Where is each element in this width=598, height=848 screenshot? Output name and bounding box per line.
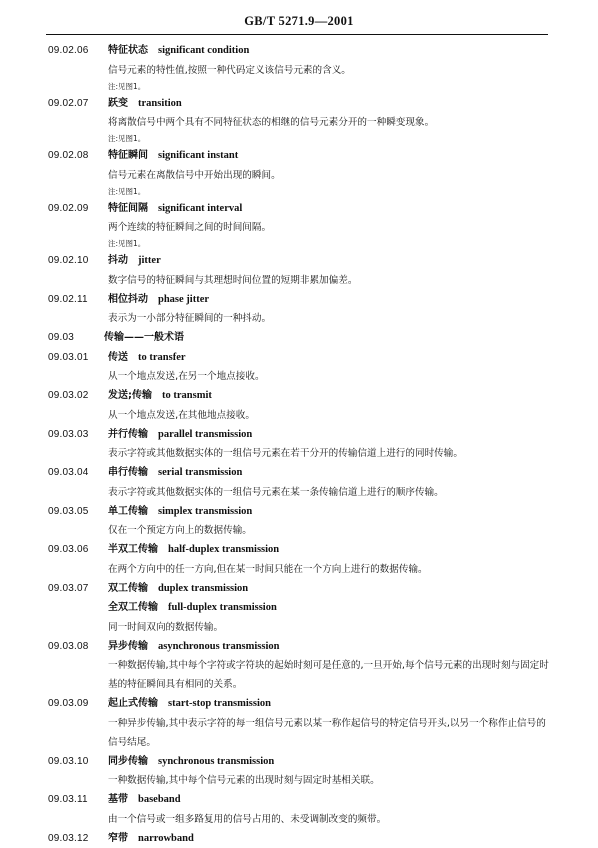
term-chinese-text: 抖动 [108,255,128,266]
term-entry [0,348,598,387]
term-entry [0,694,598,752]
term-entry [0,829,598,848]
term-chinese-text: 传送 [108,352,128,363]
term-chinese [108,94,182,114]
term-english: full-duplex transmission [168,602,277,613]
term-list [0,41,598,848]
term-entry [0,41,598,94]
term-definition: 表示为一小部分特征瞬间的一种抖动。 [108,309,550,328]
term-number: 09.03.02 [48,386,89,406]
term-chinese [108,425,252,445]
term-english: significant condition [158,45,249,56]
term-number: 09.03.11 [48,790,88,810]
term-definition: 将离散信号中两个具有不同特征状态的相继的信号元素分开的一种瞬变现象。 [108,113,550,132]
term-number: 09.02.11 [48,290,88,310]
term-heading [0,790,598,810]
section-heading [0,328,598,348]
term-definition: 表示字符或其他数据实体的一组信号元素在某一条传输信道上进行的顺序传输。 [108,483,550,502]
term-chinese-text: 并行传输 [108,429,148,440]
term-number: 09.02.09 [48,199,89,219]
term-english: baseband [138,794,181,805]
term-number: 09.03 [48,328,74,348]
term-entry [0,328,598,348]
term-entry [0,146,598,199]
term-heading [0,94,598,114]
term-chinese-text: 同步传输 [108,756,148,767]
term-number: 09.02.06 [48,41,89,61]
term-entry [0,502,598,541]
term-heading [0,290,598,310]
term-number: 09.03.06 [48,540,89,560]
term-chinese-text: 跃变 [108,98,128,109]
term-heading [0,199,598,219]
term-heading [0,425,598,445]
term-number: 09.03.05 [48,502,89,522]
term-chinese [108,41,249,61]
term-chinese-text: 传输——一般术语 [104,332,184,343]
term-chinese-text: 单工传输 [108,506,148,517]
term-english: significant interval [158,203,242,214]
term-chinese [108,146,238,166]
term-heading [0,41,598,61]
term-english: half-duplex transmission [168,544,279,555]
term-chinese-text: 全双工传输 [108,602,158,613]
term-chinese [108,386,212,406]
term-heading [0,694,598,714]
term-heading [0,502,598,522]
term-note: 注:见图1。 [108,132,598,146]
term-definition: 一种异步传输,其中表示字符的每一组信号元素以某一称作起信号的特定信号开头,以另一个称作止信号的信号结尾。 [108,714,550,752]
term-definition: 在两个方向中的任一方向,但在某一时间只能在一个方向上进行的数据传输。 [108,560,550,579]
term-chinese [108,290,209,310]
term-definition: 两个连续的特征瞬间之间的时间间隔。 [108,218,550,237]
term-chinese [108,348,186,368]
term-chinese [104,328,184,348]
term-chinese [108,637,279,657]
term-english: asynchronous transmission [158,641,279,652]
term-number: 09.02.10 [48,251,89,271]
term-heading [0,463,598,483]
term-number: 09.03.03 [48,425,89,445]
term-entry [0,790,598,829]
term-number: 09.03.10 [48,752,89,772]
term-chinese [108,251,161,271]
term-definition: 一种数据传输,其中每个字符或字符块的起始时刻可是任意的,一旦开始,每个信号元素的出现时刻与固定时基的特征瞬间具有相同的关系。 [108,656,550,694]
term-entry [0,386,598,425]
term-number: 09.02.07 [48,94,89,114]
term-number: 09.03.12 [48,829,89,848]
term-definition: 从一个地点发送,在其他地点接收。 [108,406,550,425]
term-chinese-text: 异步传输 [108,641,148,652]
term-definition: 从一个地点发送,在另一个地点接收。 [108,367,550,386]
term-entry [0,752,598,791]
term-entry [0,199,598,252]
term-chinese [108,579,248,599]
term-number: 09.03.04 [48,463,89,483]
term-number: 09.03.01 [48,348,89,368]
term-entry [0,579,598,637]
term-english: phase jitter [158,294,209,305]
term-entry [0,425,598,464]
term-entry [0,251,598,290]
term-chinese [108,199,242,219]
term-heading [0,386,598,406]
term-heading [0,146,598,166]
term-english: to transfer [138,352,186,363]
term-chinese [108,463,242,483]
term-definition: 仅在一个预定方向上的数据传输。 [108,521,550,540]
term-definition: 数字信号的特征瞬间与其理想时间位置的短期非累加偏差。 [108,271,550,290]
term-number: 09.02.08 [48,146,89,166]
term-heading [0,251,598,271]
term-english: jitter [138,255,161,266]
term-english: synchronous transmission [158,756,274,767]
term-chinese-text: 起止式传输 [108,698,158,709]
term-english: start-stop transmission [168,698,271,709]
term-chinese-text: 基带 [108,794,128,805]
term-english: narrowband [138,833,194,844]
term-chinese [108,694,271,714]
term-chinese-text: 半双工传输 [108,544,158,555]
term-chinese-text: 特征瞬间 [108,150,148,161]
term-chinese [108,829,194,848]
term-english: parallel transmission [158,429,252,440]
term-heading [0,637,598,657]
term-heading [0,579,598,599]
term-definition: 一种数据传输,其中每个信号元素的出现时刻与固定时基相关联。 [108,771,550,790]
term-entry [0,94,598,147]
term-english: transition [138,98,182,109]
term-english: simplex transmission [158,506,252,517]
term-chinese-text: 串行传输 [108,467,148,478]
term-entry [0,540,598,579]
term-note: 注:见图1。 [108,185,598,199]
term-number: 09.03.09 [48,694,89,714]
term-definition: 信号元素在离散信号中开始出现的瞬间。 [108,166,550,185]
term-english: to transmit [162,390,212,401]
term-definition: 由一个信号或一组多路复用的信号占用的、未受调制改变的频带。 [108,810,550,829]
term-definition: 同一时间双向的数据传输。 [108,618,550,637]
term-number: 09.03.07 [48,579,89,599]
term-english: significant instant [158,150,238,161]
term-entry [0,637,598,695]
term-heading [0,348,598,368]
term-chinese-text: 特征状态 [108,45,148,56]
term-entry [0,290,598,329]
term-chinese [108,502,252,522]
term-chinese [108,790,181,810]
term-heading [0,829,598,848]
term-heading [0,752,598,772]
term-entry [0,463,598,502]
term-chinese-text: 相位抖动 [108,294,148,305]
term-english: duplex transmission [158,583,248,594]
term-chinese-text: 发送;传输 [108,390,152,401]
term-note: 注:见图1。 [108,80,598,94]
term-chinese-text: 双工传输 [108,583,148,594]
term-chinese [108,598,277,618]
term-definition: 信号元素的特性值,按照一种代码定义该信号元素的含义。 [108,61,550,80]
term-number: 09.03.08 [48,637,89,657]
page-header: GB/T 5271.9—2001 [0,14,598,29]
term-english: serial transmission [158,467,242,478]
term-note: 注:见图1。 [108,237,598,251]
term-chinese-text: 窄带 [108,833,128,844]
term-definition: 表示字符或其他数据实体的一组信号元素在若干分开的传输信道上进行的同时传输。 [108,444,550,463]
header-rule [46,34,548,35]
term-heading [0,540,598,560]
term-chinese [108,540,279,560]
term-chinese [108,752,274,772]
term-chinese-text: 特征间隔 [108,203,148,214]
term-synonym-heading [0,598,598,618]
